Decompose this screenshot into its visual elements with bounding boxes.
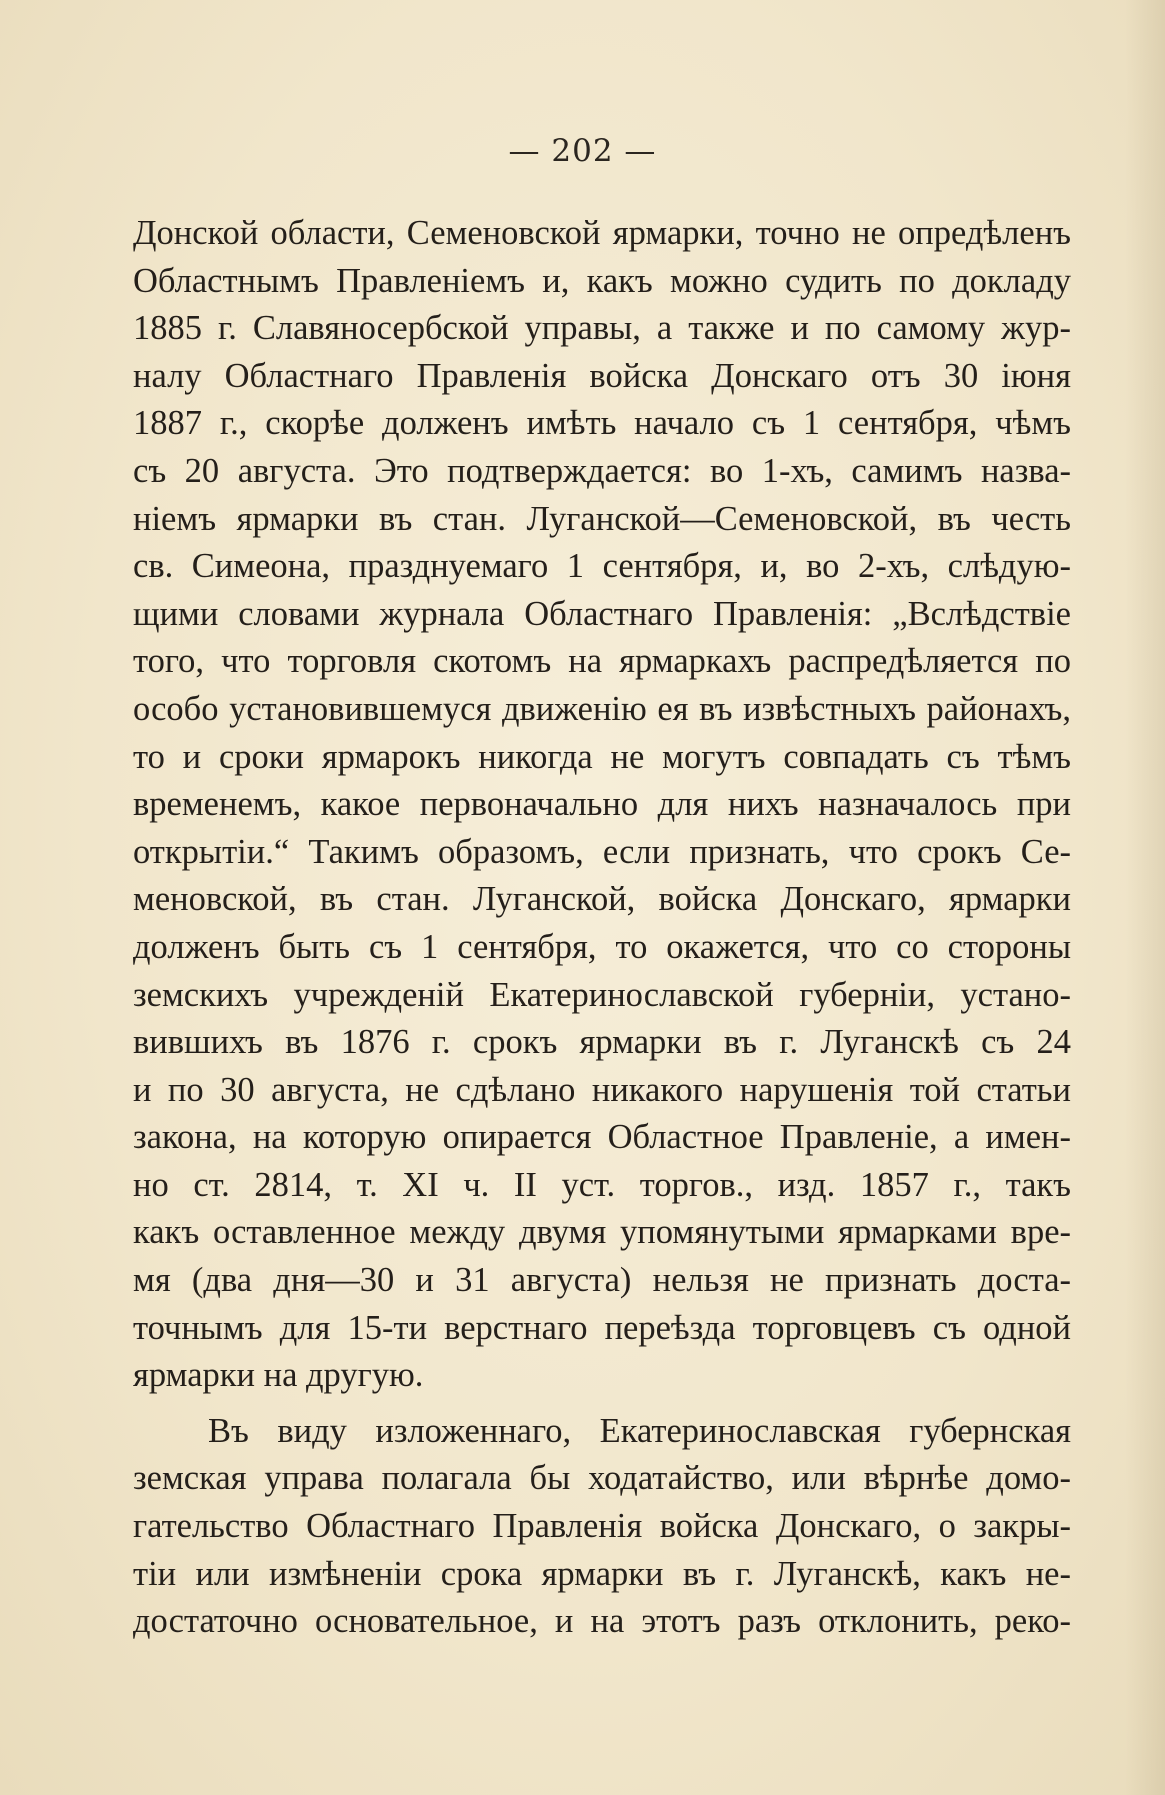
text-line: съ 20 августа. Это подтверждается: во 1-хъ, самимъ назва- <box>133 451 1071 490</box>
text-line: точнымъ для 15-ти верстнаго переѣзда торговцевъ съ одной <box>133 1308 1071 1347</box>
text-line: ярмарки на другую. <box>133 1356 424 1395</box>
text-line: мя (два дня—30 и 31 августа) нельзя не признать доста- <box>133 1261 1071 1300</box>
text-line: 1885 г. Славяносербской управы, а также и по самому жур- <box>133 309 1071 348</box>
text-line: долженъ быть съ 1 сентября, то окажется, что со стороны <box>133 927 1071 966</box>
body-text <box>133 210 1071 1646</box>
paragraph-gap <box>133 1400 1071 1408</box>
text-line: временемъ, какое первоначально для нихъ назначалось при <box>133 785 1071 824</box>
text-line: того, что торговля скотомъ на ярмаркахъ распредѣляется по <box>133 642 1071 681</box>
text-line: земскихъ учрежденій Екатеринославской губерніи, устано- <box>133 975 1071 1014</box>
text-line: вившихъ въ 1876 г. срокъ ярмарки въ г. Луганскѣ съ 24 <box>133 1023 1071 1062</box>
text-line: и по 30 августа, не сдѣлано никакого нарушенія той статьи <box>133 1070 1071 1109</box>
text-line: Донской области, Семеновской ярмарки, точно не опредѣленъ <box>133 214 1071 252</box>
page-number: — 202 — <box>508 133 657 169</box>
text-line: меновской, въ стан. Луганской, войска Донскаго, ярмарки <box>133 880 1071 919</box>
text-line: 1887 г., скорѣе долженъ имѣть начало съ 1 сентября, чѣмъ <box>133 404 1071 443</box>
text-line: гательство Областнаго Правленія войска Донскаго, о закры- <box>133 1507 1071 1546</box>
text-line: Въ виду изложеннаго, Екатеринославская губернская <box>208 1411 1071 1450</box>
paragraph-1 <box>133 210 1071 1400</box>
text-line: земская управа полагала бы ходатайство, или вѣрнѣе домо- <box>133 1459 1071 1498</box>
text-line: открытіи.“ Такимъ образомъ, если признать, что срокъ Се- <box>133 832 1071 871</box>
text-line: то и сроки ярмарокъ никогда не могутъ совпадать съ тѣмъ <box>133 737 1071 776</box>
text-line: закона, на которую опирается Областное Правленіе, а имен- <box>133 1118 1071 1157</box>
text-line: но ст. 2814, т. XI ч. II уст. торгов., изд. 1857 г., такъ <box>133 1165 1071 1204</box>
text-line: щими словами журнала Областнаго Правленія: „Вслѣдствіе <box>133 594 1071 633</box>
text-line: Областнымъ Правленіемъ и, какъ можно судить по докладу <box>133 261 1071 300</box>
text-line: особо установившемуся движенію ея въ извѣстныхъ районахъ, <box>133 689 1071 728</box>
text-line: налу Областнаго Правленія войска Донскаго отъ 30 іюня <box>133 356 1071 395</box>
text-line: ніемъ ярмарки въ стан. Луганской—Семеновской, въ честь <box>133 499 1071 538</box>
page-edge-shadow <box>1125 0 1165 1795</box>
text-line: какъ оставленное между двумя упомянутыми ярмарками вре- <box>133 1213 1071 1252</box>
text-line: св. Симеона, празднуемаго 1 сентября, и, во 2-хъ, слѣдую- <box>133 547 1071 586</box>
text-line: достаточно основательное, и на этотъ разъ отклонить, реко- <box>133 1602 1071 1641</box>
paragraph-2 <box>133 1408 1071 1646</box>
text-line: тіи или измѣненіи срока ярмарки въ г. Луганскѣ, какъ не- <box>133 1554 1071 1593</box>
